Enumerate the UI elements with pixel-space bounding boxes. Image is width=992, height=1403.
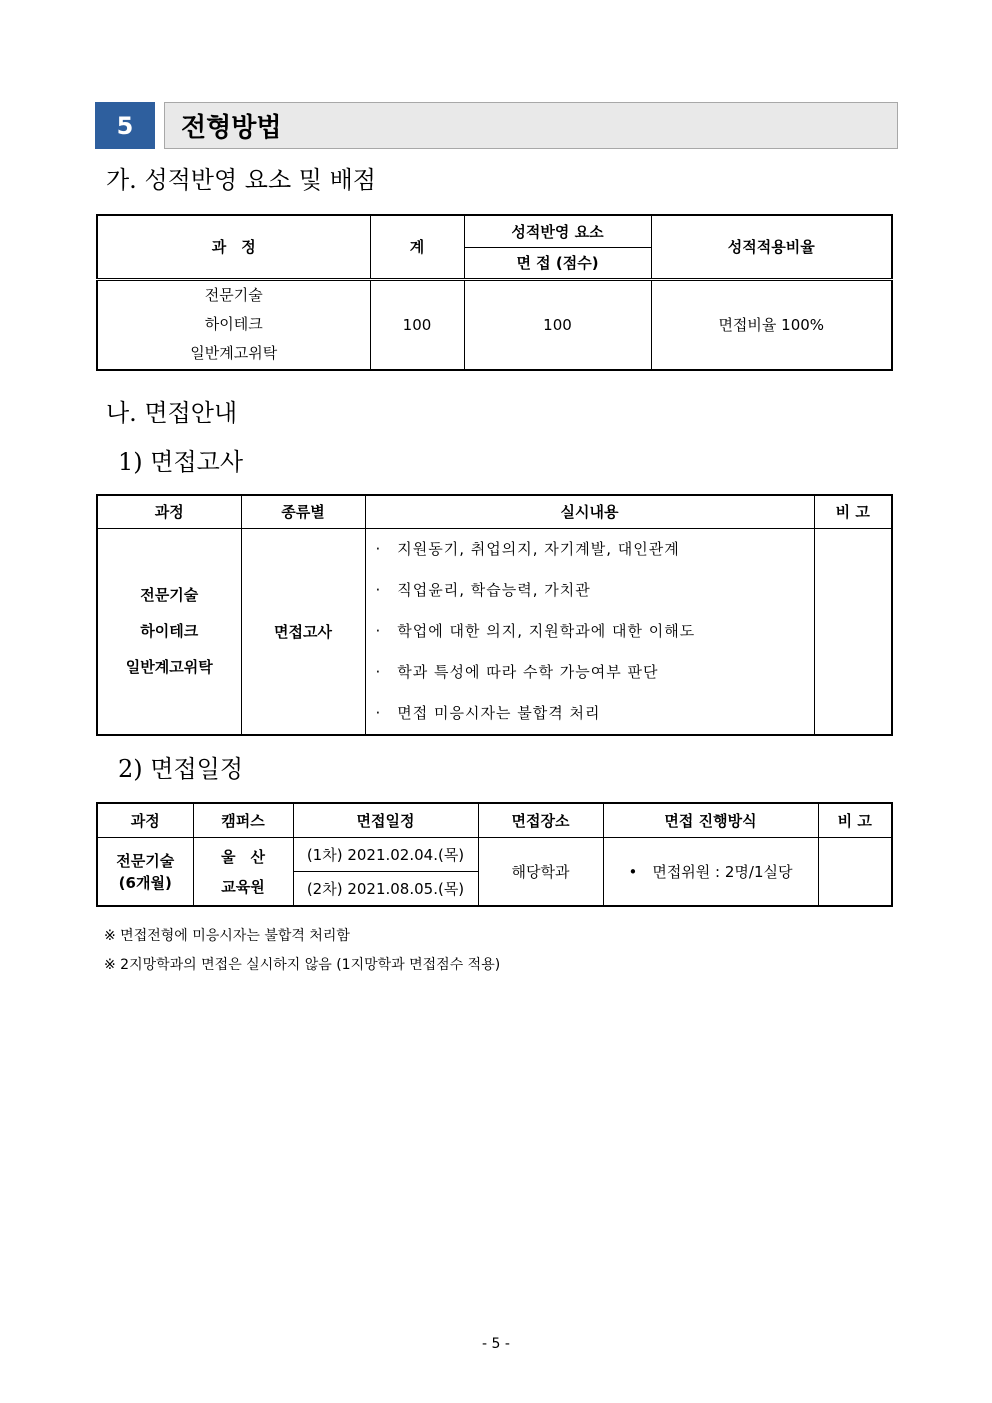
content-item: · 학과 특성에 따라 수학 가능여부 판단 — [376, 652, 814, 693]
header-place: 면접장소 — [478, 803, 603, 838]
sub1-heading: 1) 면접고사 — [118, 448, 243, 476]
interview-exam-table — [96, 494, 893, 736]
score-table — [96, 214, 893, 371]
part-b-heading: 나. 면접안내 — [106, 399, 238, 427]
header-note: 비 고 — [814, 495, 892, 528]
course-name: 일반계고위탁 — [125, 658, 213, 676]
campus-cell — [193, 838, 293, 906]
interview-score-cell: 100 — [464, 279, 651, 370]
ratio-cell: 면접비율 100% — [651, 279, 892, 370]
header-method: 면접 진행방식 — [603, 803, 818, 838]
campus-name: 교육원 — [221, 877, 265, 896]
sub2-heading: 2) 면접일정 — [118, 755, 243, 783]
course-duration: (6개월) — [118, 873, 172, 892]
header-interview: 면 접 (점수) — [464, 247, 651, 279]
header-type: 종류별 — [241, 495, 365, 528]
header-ratio: 성적적용비율 — [651, 215, 892, 279]
place-cell: 해당학과 — [478, 838, 603, 906]
course-name: 전문기술 — [116, 851, 175, 870]
course-name: 일반계고위탁 — [190, 344, 278, 363]
section-number: 5 — [95, 102, 155, 149]
campus-name: 울 산 — [221, 847, 265, 866]
header-campus: 캠퍼스 — [193, 803, 293, 838]
header-course: 과정 — [97, 803, 193, 838]
course-cell — [97, 838, 193, 906]
course-name: 전문기술 — [140, 586, 199, 604]
section-title: 전형방법 — [164, 102, 898, 149]
header-course: 과 정 — [97, 215, 370, 279]
content-item: · 학업에 대한 의지, 지원학과에 대한 이해도 — [376, 611, 814, 652]
header-factor: 성적반영 요소 — [464, 215, 651, 247]
note-cell — [818, 838, 892, 906]
course-cell — [97, 528, 241, 735]
course-name: 하이테크 — [140, 622, 199, 640]
header-course: 과정 — [97, 495, 241, 528]
content-item: · 직업윤리, 학습능력, 가치관 — [376, 570, 814, 611]
header-content: 실시내용 — [365, 495, 814, 528]
note-cell — [814, 528, 892, 735]
content-item: · 면접 미응시자는 불합격 처리 — [376, 693, 814, 734]
content-item: · 지원동기, 취업의지, 자기계발, 대인관계 — [376, 529, 814, 570]
date-cell-2: (2차) 2021.08.05.(목) — [293, 871, 478, 906]
total-cell: 100 — [370, 279, 464, 370]
content-cell — [365, 528, 814, 735]
course-cell — [97, 279, 370, 370]
course-name: 하이테크 — [204, 315, 263, 334]
course-name: 전문기술 — [204, 286, 263, 305]
part-a-heading: 가. 성적반영 요소 및 배점 — [106, 166, 376, 194]
date-cell-1: (1차) 2021.02.04.(목) — [293, 838, 478, 872]
header-date: 면접일정 — [293, 803, 478, 838]
note-line: ※ 2지망학과의 면접은 실시하지 않음 (1지망학과 면접점수 적용) — [104, 957, 501, 973]
note-line: ※ 면접전형에 미응시자는 불합격 처리함 — [104, 928, 350, 944]
header-total: 계 — [370, 215, 464, 279]
header-note: 비 고 — [818, 803, 892, 838]
page-number: - 5 - — [482, 1336, 510, 1352]
method-cell: • 면접위원 : 2명/1실당 — [603, 838, 818, 906]
interview-schedule-table — [96, 802, 893, 907]
type-cell: 면접고사 — [241, 528, 365, 735]
